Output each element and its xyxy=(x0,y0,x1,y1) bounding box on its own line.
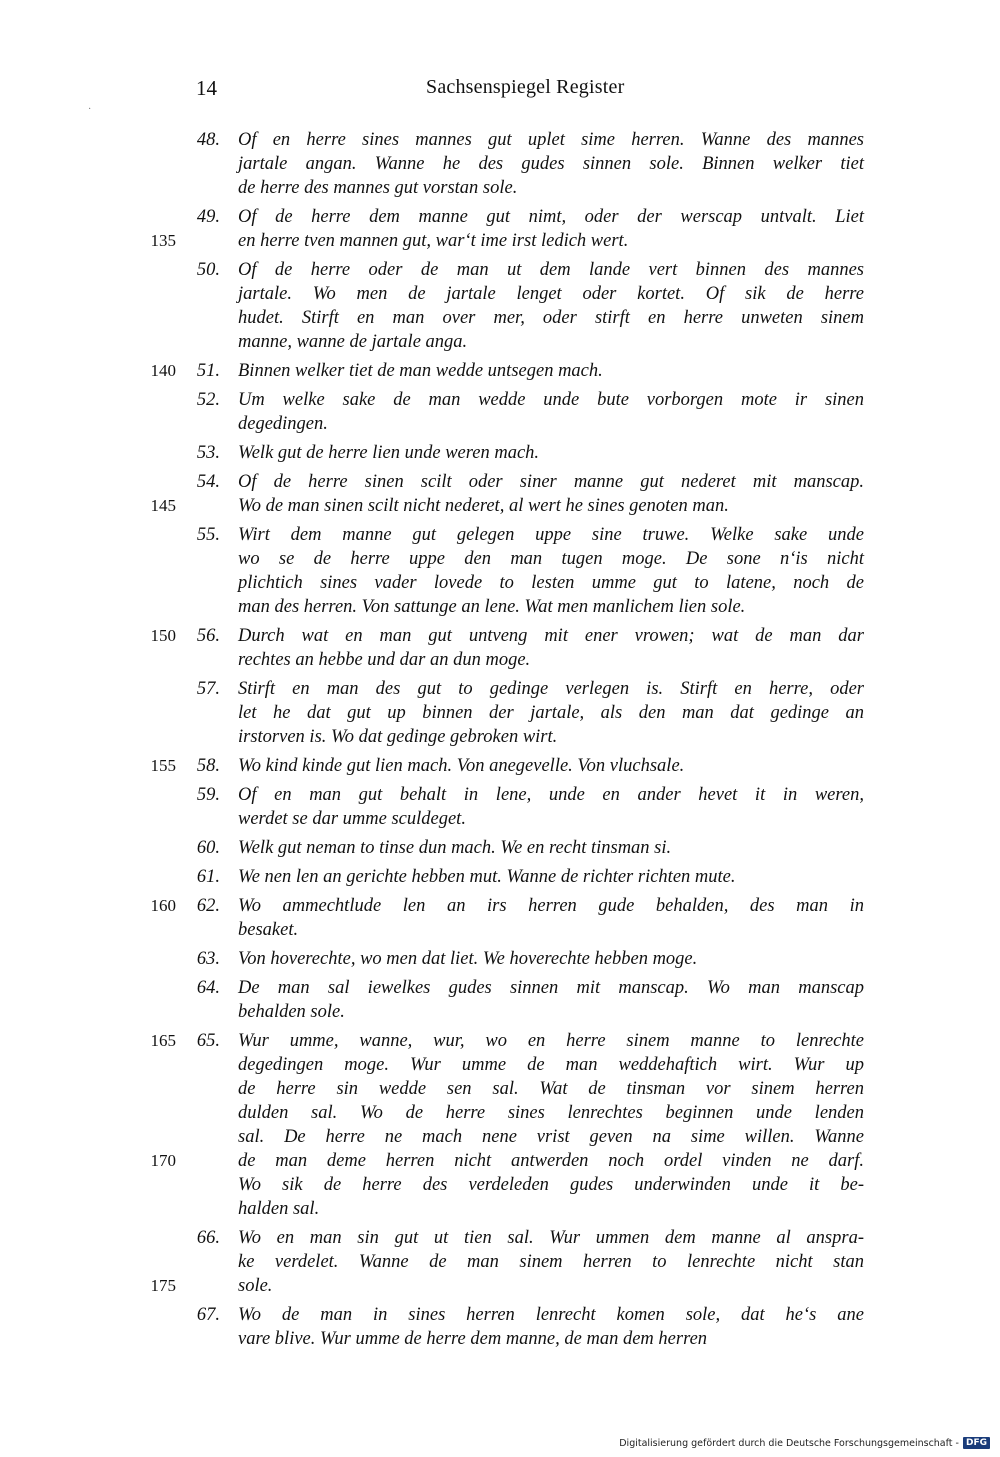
register-entry xyxy=(0,783,1000,831)
entry-line xyxy=(0,648,1000,672)
entry-number: 62. xyxy=(196,896,220,916)
entry-line xyxy=(0,571,1000,595)
entry-line xyxy=(0,229,1000,253)
line-number: 150 xyxy=(150,626,176,645)
entry-line xyxy=(0,1197,1000,1221)
entry-number: 52. xyxy=(196,390,220,410)
entry-line xyxy=(0,1250,1000,1274)
line-text: man des herren. Von sattunge an lene. Wat men manlichem lien sole. xyxy=(238,597,746,617)
entry-line xyxy=(0,754,1000,778)
line-text: de herre sin wedde sen sal. Wat de tinsman vor sinem herren xyxy=(238,1079,864,1099)
entry-line xyxy=(0,152,1000,176)
entry-line xyxy=(0,330,1000,354)
line-text: De man sal iewelkes gudes sinnen mit manscap. Wo man manscap xyxy=(238,978,864,998)
entry-line xyxy=(0,523,1000,547)
line-text: degedingen moge. Wur umme de man weddehaftich wirt. Wur up xyxy=(238,1055,864,1075)
line-text: Of en man gut behalt in lene, unde en ander hevet it in weren, xyxy=(238,785,864,805)
line-number: 155 xyxy=(150,756,176,775)
entry-line xyxy=(0,282,1000,306)
register-entry xyxy=(0,128,1000,200)
entry-number: 53. xyxy=(196,443,220,463)
line-text: werdet se dar umme sculdeget. xyxy=(238,809,466,829)
line-text: Welk gut neman to tinse dun mach. We en recht tinsman si. xyxy=(238,838,672,858)
entry-line xyxy=(0,701,1000,725)
entry-number: 56. xyxy=(196,626,220,646)
line-text: Wo ammechtlude len an irs herren gude behalden, des man in xyxy=(238,896,864,916)
register-entry xyxy=(0,1029,1000,1221)
line-number: 175 xyxy=(150,1276,176,1295)
entry-line xyxy=(0,412,1000,436)
entry-line xyxy=(0,894,1000,918)
entry-line xyxy=(0,1149,1000,1173)
line-text: Of en herre sines mannes gut uplet sime herren. Wanne des mannes xyxy=(238,130,864,150)
entry-line xyxy=(0,470,1000,494)
entry-number: 61. xyxy=(196,867,220,887)
page-header xyxy=(0,76,1000,104)
line-text: hudet. Stirft en man over mer, oder stirft en herre unweten sinem xyxy=(238,308,864,328)
footer-credit xyxy=(619,1437,990,1449)
line-text: Of de herre oder de man ut dem lande vert binnen des mannes xyxy=(238,260,864,280)
register-entry xyxy=(0,388,1000,436)
entry-line xyxy=(0,1101,1000,1125)
entry-line xyxy=(0,1327,1000,1351)
entry-line xyxy=(0,128,1000,152)
line-number: 160 xyxy=(150,896,176,915)
page-title: Sachsenspiegel Register xyxy=(426,76,625,98)
line-text: behalden sole. xyxy=(238,1002,345,1022)
entry-line xyxy=(0,176,1000,200)
dfg-logo: DFG xyxy=(963,1437,990,1449)
entry-line xyxy=(0,1000,1000,1024)
line-text: irstorven is. Wo dat gedinge gebroken wirt. xyxy=(238,727,558,747)
line-text: en herre tven mannen gut, war‘t ime irst ledich wert. xyxy=(238,231,629,251)
entry-line xyxy=(0,865,1000,889)
entry-number: 67. xyxy=(196,1305,220,1325)
entry-line xyxy=(0,1125,1000,1149)
line-text: besaket. xyxy=(238,920,299,940)
entry-line xyxy=(0,441,1000,465)
line-text: wo se de herre uppe den man tugen moge. De sone n‘is nicht xyxy=(238,549,864,569)
line-text: Wo kind kinde gut lien mach. Von anegevelle. Von vluchsale. xyxy=(238,756,685,776)
line-text: Wo sik de herre des verdeleden gudes underwinden unde it be- xyxy=(238,1175,864,1195)
entry-line xyxy=(0,1077,1000,1101)
entry-line xyxy=(0,918,1000,942)
entry-line xyxy=(0,1053,1000,1077)
line-text: We nen len an gerichte hebben mut. Wanne de richter richten mute. xyxy=(238,867,736,887)
register-entry xyxy=(0,359,1000,383)
register-entry xyxy=(0,258,1000,354)
entry-line xyxy=(0,359,1000,383)
entry-line xyxy=(0,1029,1000,1053)
line-text: sole. xyxy=(238,1276,273,1296)
entry-line xyxy=(0,677,1000,701)
line-number: 140 xyxy=(150,361,176,380)
entry-number: 60. xyxy=(196,838,220,858)
entry-number: 59. xyxy=(196,785,220,805)
register-list xyxy=(0,128,1000,1356)
line-text: Wo de man in sines herren lenrecht komen sole, dat he‘s ane xyxy=(238,1305,864,1325)
entry-line xyxy=(0,624,1000,648)
register-entry xyxy=(0,754,1000,778)
register-entry xyxy=(0,205,1000,253)
entry-line xyxy=(0,1274,1000,1298)
register-entry xyxy=(0,677,1000,749)
entry-number: 51. xyxy=(196,361,220,381)
entry-line xyxy=(0,388,1000,412)
entry-line xyxy=(0,783,1000,807)
line-text: dulden sal. Wo de herre sines lenrechtes beginnen unde lenden xyxy=(238,1103,864,1123)
entry-line xyxy=(0,1226,1000,1250)
line-text: Stirft en man des gut to gedinge verlegen is. Stirft en herre, oder xyxy=(238,679,864,699)
line-text: Of de herre dem manne gut nimt, oder der werscap untvalt. Liet xyxy=(238,207,864,227)
line-text: ke verdelet. Wanne de man sinem herren to lenrechte nicht stan xyxy=(238,1252,864,1272)
line-text: rechtes an hebbe und dar an dun moge. xyxy=(238,650,531,670)
entry-number: 48. xyxy=(196,130,220,150)
register-entry xyxy=(0,894,1000,942)
line-text: degedingen. xyxy=(238,414,328,434)
register-entry xyxy=(0,836,1000,860)
line-text: Wo de man sinen scilt nicht nederet, al wert he sines genoten man. xyxy=(238,496,729,516)
line-text: halden sal. xyxy=(238,1199,320,1219)
line-text: Durch wat en man gut untveng mit ener vrowen; wat de man dar xyxy=(238,626,864,646)
entry-line xyxy=(0,1303,1000,1327)
line-text: Wur umme, wanne, wur, wo en herre sinem manne to lenrechte xyxy=(238,1031,864,1051)
entry-line xyxy=(0,976,1000,1000)
footer-text: Digitalisierung gefördert durch die Deutsche Forschungsgemeinschaft - xyxy=(619,1437,959,1449)
entry-number: 57. xyxy=(196,679,220,699)
entry-line xyxy=(0,1173,1000,1197)
line-number: 170 xyxy=(150,1151,176,1170)
line-number: 165 xyxy=(150,1031,176,1050)
entry-line xyxy=(0,947,1000,971)
line-text: vare blive. Wur umme de herre dem manne, de man dem herren xyxy=(238,1329,708,1349)
register-entry xyxy=(0,865,1000,889)
entry-number: 49. xyxy=(196,207,220,227)
page-number: 14 xyxy=(196,76,217,100)
entry-line xyxy=(0,547,1000,571)
entry-number: 54. xyxy=(196,472,220,492)
entry-line xyxy=(0,306,1000,330)
entry-line xyxy=(0,725,1000,749)
register-entry xyxy=(0,523,1000,619)
register-entry xyxy=(0,1226,1000,1298)
entry-number: 66. xyxy=(196,1228,220,1248)
entry-number: 64. xyxy=(196,978,220,998)
line-text: Binnen welker tiet de man wedde untsegen mach. xyxy=(238,361,603,381)
line-text: Wo en man sin gut ut tien sal. Wur ummen dem manne al anspra- xyxy=(238,1228,864,1248)
entry-number: 55. xyxy=(196,525,220,545)
line-text: de man deme herren nicht antwerden noch ordel vinden ne darf. xyxy=(238,1151,864,1171)
line-text: sal. De herre ne mach nene vrist geven na sime willen. Wanne xyxy=(238,1127,864,1147)
line-text: Of de herre sinen scilt oder siner manne gut nederet mit manscap. xyxy=(238,472,864,492)
line-number: 145 xyxy=(150,496,176,515)
line-text: Welk gut de herre lien unde weren mach. xyxy=(238,443,540,463)
entry-number: 50. xyxy=(196,260,220,280)
register-entry xyxy=(0,1303,1000,1351)
register-entry xyxy=(0,441,1000,465)
register-entry xyxy=(0,624,1000,672)
margin-mark: · xyxy=(88,104,92,115)
line-text: jartale angan. Wanne he des gudes sinnen sole. Binnen welker tiet xyxy=(238,154,864,174)
entry-number: 63. xyxy=(196,949,220,969)
entry-line xyxy=(0,205,1000,229)
register-entry xyxy=(0,947,1000,971)
line-text: Um welke sake de man wedde unde bute vorborgen mote ir sinen xyxy=(238,390,864,410)
line-text: Wirt dem manne gut gelegen uppe sine truwe. Welke sake unde xyxy=(238,525,864,545)
entry-line xyxy=(0,836,1000,860)
entry-number: 58. xyxy=(196,756,220,776)
entry-line xyxy=(0,807,1000,831)
line-text: de herre des mannes gut vorstan sole. xyxy=(238,178,518,198)
line-number: 135 xyxy=(150,231,176,250)
entry-line xyxy=(0,494,1000,518)
entry-line xyxy=(0,595,1000,619)
register-entry xyxy=(0,470,1000,518)
entry-number: 65. xyxy=(196,1031,220,1051)
line-text: manne, wanne de jartale anga. xyxy=(238,332,468,352)
entry-line xyxy=(0,258,1000,282)
line-text: let he dat gut up binnen der jartale, als den man dat gedinge an xyxy=(238,703,864,723)
register-entry xyxy=(0,976,1000,1024)
line-text: Von hoverechte, wo men dat liet. We hoverechte hebben moge. xyxy=(238,949,698,969)
line-text: jartale. Wo men de jartale lenget oder kortet. Of sik de herre xyxy=(238,284,864,304)
line-text: plichtich sines vader lovede to lesten umme gut to latene, noch de xyxy=(238,573,864,593)
